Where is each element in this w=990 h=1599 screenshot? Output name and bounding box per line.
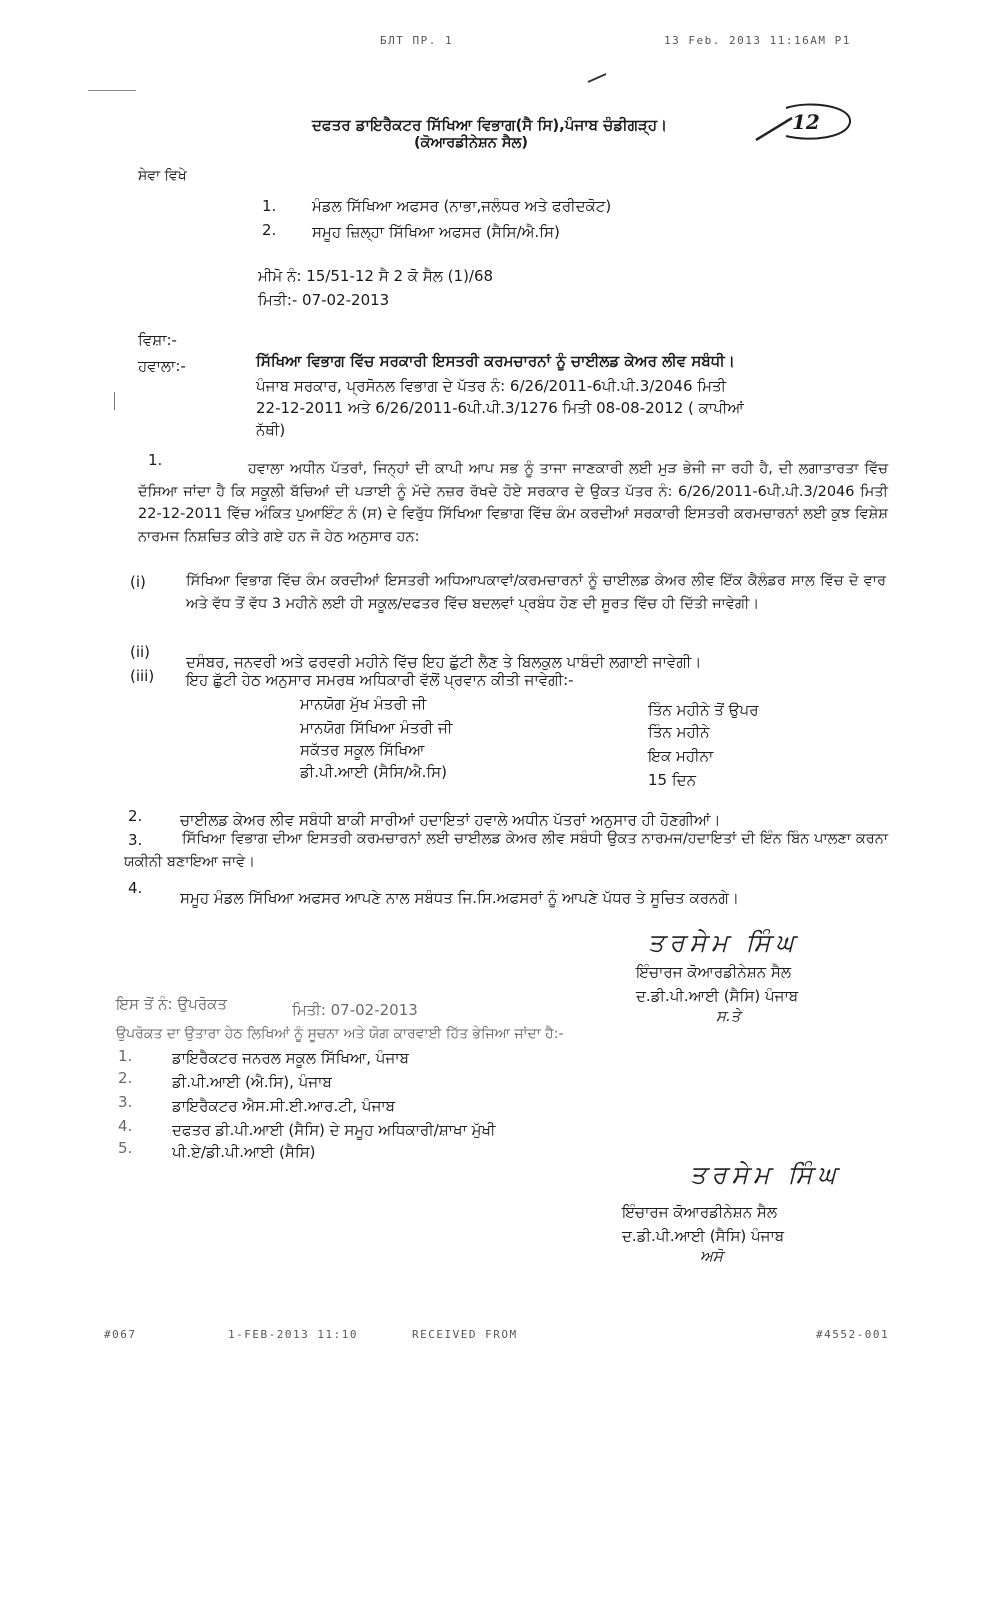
copy-2-number: 2. [118,1069,133,1087]
period-2: ਤਿੰਨ ਮਹੀਨੇ [648,723,710,741]
reference-line-1: ਪੰਜਾਬ ਸਰਕਾਰ, ਪ੍ਰਸੋਨਲ ਵਿਭਾਗ ਦੇ ਪੱਤਰ ਨੰ: 6/26/2011-6ਪੀ.ਪੀ.3/2046 ਮਿਤੀ [256,377,727,395]
para-1-number: 1. [148,451,163,469]
authority-2: ਮਾਨਯੋਗ ਸਿੱਖਿਆ ਮੰਤਰੀ ਜੀ [300,719,453,737]
copy-4: ਦਫਤਰ ਡੀ.ਪੀ.ਆਈ (ਸੈਸਿ) ਦੇ ਸਮੂਹ ਅਧਿਕਾਰੀ/ਸ਼ਾਖਾ ਮੁੱਖੀ [172,1121,496,1139]
recipients-label: ਸੇਵਾ ਵਿਖੇ [138,168,187,184]
para-2-text: ਚਾਈਲਡ ਕੇਅਰ ਲੀਵ ਸਬੰਧੀ ਬਾਕੀ ਸਾਰੀਆਂ ਹਦਾਇਤਾਂ ਹਵਾਲੇ ਅਧੀਨ ਪੱਤਰਾਂ ਅਨੁਸਾਰ ਹੀ ਹੋਣਗੀਆਂ। [180,811,721,829]
margin-mark [114,392,115,410]
recipient-1-number: 1. [262,197,277,215]
para-1-item-i-number: (i) [130,573,146,591]
para-4-number: 4. [128,879,143,897]
signature-1-initial: ਸ.ਤੇ [716,1007,741,1025]
para-1-item-iii: ਇਹ ਛੁੱਟੀ ਹੇਠ ਅਨੁਸਾਰ ਸਮਰਥ ਅਧਿਕਾਰੀ ਵੱਲੋਂ ਪ੍ਰਵਾਨ ਕੀਤੀ ਜਾਵੇਗੀ:- [186,671,574,689]
copy-3: ਡਾਇਰੈਕਟਰ ਐਸ.ਸੀ.ਈ.ਆਰ.ਟੀ, ਪੰਜਾਬ [172,1097,396,1115]
period-1: ਤਿੰਨ ਮਹੀਨੇ ਤੋਂ ਉਪਰ [648,701,759,719]
fax-footer-received: RECEIVED FROM [412,1328,518,1341]
reference-line-3: ਨੱਥੀ) [256,421,286,439]
copy-5-number: 5. [118,1139,133,1157]
reference-label: ਹਵਾਲਾ:- [138,357,186,375]
copy-5: ਪੀ.ਏ/ਡੀ.ਪੀ.ਆਈ (ਸੈਸਿ) [172,1143,316,1161]
ink-tick [586,72,610,84]
copy-1: ਡਾਇਰੈਕਟਰ ਜਨਰਲ ਸਕੂਲ ਸਿੱਖਿਆ, ਪੰਜਾਬ [172,1049,409,1067]
fax-footer-page-id: #4552-001 [816,1328,890,1341]
memo-number: ਮੀਮੋ ਨੰ: 15/51-12 ਸੈ 2 ਕੋ ਸੈਲ (1)/68 [258,267,494,285]
recipient-2-number: 2. [262,221,277,239]
recipient-2: ਸਮੂਹ ਜ਼ਿਲ੍ਹਾ ਸਿੱਖਿਆ ਅਫਸਰ (ਸੈਸਿ/ਐ.ਸਿ) [312,223,560,241]
subject-text: ਸਿੱਖਿਆ ਵਿਭਾਗ ਵਿੱਚ ਸਰਕਾਰੀ ਇਸਤਰੀ ਕਰਮਚਾਰਨਾਂ ਨੂੰ ਚਾਈਲਡ ਕੇਅਰ ਲੀਵ ਸਬੰਧੀ। [256,352,735,370]
authority-3: ਸਕੱਤਰ ਸਕੂਲ ਸਿੱਖਿਆ [300,741,425,759]
copy-1-number: 1. [118,1047,133,1065]
endorsement-number: ਇਸ ਤੋਂ ਨੰ: ਉਪਰੋਕਤ [116,995,228,1013]
fax-header-timestamp: 13 Feb. 2013 11:16AM P1 [664,34,851,47]
copy-4-number: 4. [118,1117,133,1135]
scan-mark [88,90,136,91]
para-1-item-iii-number: (iii) [130,667,155,685]
fax-footer-left: #067 [104,1328,137,1341]
signature-2-office: ਦ.ਡੀ.ਪੀ.ਆਈ (ਸੈਸਿ) ਪੰਜਾਬ [622,1227,785,1245]
para-3-number: 3. [128,831,143,849]
para-4-text: ਸਮੂਹ ਮੰਡਲ ਸਿੱਖਿਆ ਅਫਸਰ ਆਪਣੇ ਨਾਲ ਸਬੰਧਤ ਜਿ.ਸਿ.ਅਫਸਰਾਂ ਨੂੰ ਆਪਣੇ ਪੱਧਰ ਤੇ ਸੂਚਿਤ ਕਰਨਗੇ। [180,889,739,907]
authority-4: ਡੀ.ਪੀ.ਆਈ (ਸੈਸਿ/ਐ.ਸਿ) [300,763,448,781]
period-4: 15 ਦਿਨ [648,771,696,789]
copy-3-number: 3. [118,1093,133,1111]
page-number: 12 [792,110,820,134]
signature-1-scrawl: ਤਰਸੇਮ ਸਿੰਘ [648,928,799,957]
subject-label: ਵਿਸ਼ਾ:- [138,331,177,349]
para-1-item-i: ਸਿੱਖਿਆ ਵਿਭਾਗ ਵਿੱਚ ਕੰਮ ਕਰਦੀਆਂ ਇਸਤਰੀ ਅਧਿਆਪਕਾਵਾਂ/ਕਰਮਚਾਰਨਾਂ ਨੂੰ ਚਾਈਲਡ ਕੇਅਰ ਲੀਵ ਇੱਕ ਕੈਲੰਡਰ ਸਾਲ ਵਿੱਚ ਦੋ ਵਾਰ ਅਤੇ ਵੱਧ ਤੋਂ ਵੱਧ 3 ਮਹੀਨੇ ਲਈ ਹੀ ਸਕੂਲ/ਦਫਤਰ ਵਿੱਚ ਬਦਲਵਾਂ ਪ੍ਰਬੰਧ ਹੋਣ ਦੀ ਸੂਰਤ ਵਿੱਚ ਹੀ ਦਿੱਤੀ ਜਾਵੇਗੀ। [186,573,886,612]
para-1-text: ਹਵਾਲਾ ਅਧੀਨ ਪੱਤਰਾਂ, ਜਿਨ੍ਹਾਂ ਦੀ ਕਾਪੀ ਆਪ ਸਭ ਨੂੰ ਤਾਜਾ ਜਾਣਕਾਰੀ ਲਈ ਮੁੜ ਭੇਜੀ ਜਾ ਰਹੀ ਹੈ, ਦੀ ਲਗਾਤਾਰਤਾ ਵਿੱਚ ਦੱਸਿਆ ਜਾਂਦਾ ਹੈ ਕਿ ਸਕੂਲੀ ਬੱਚਿਆਂ ਦੀ ਪੜਾਈ ਨੂੰ ਮੱਦੇ ਨਜ਼ਰ ਰੱਖਦੇ ਹੋਏ ਸਰਕਾਰ ਦੇ ਉਕਤ ਪੱਤਰ ਨੰ: 6/26/2011-6ਪੀ.ਪੀ.3/2046 ਮਿਤੀ 22-12-2011 ਵਿੱਚ ਅੰਕਿਤ ਪੁਆਇੰਟ ਨੰ (ਸ) ਦੇ ਵਿਰੁੱਧ ਸਿੱਖਿਆ ਵਿਭਾਗ ਵਿੱਚ ਕੰਮ ਕਰਦੀਆਂ ਸਰਕਾਰੀ ਇਸਤਰੀ ਕਰਮਚਾਰਨਾਂ ਲਈ ਕੁਝ ਵਿਸ਼ੇਸ਼ ਨਾਰਮਜ ਨਿਸ਼ਚਿਤ ਕੀਤੇ ਗਏ ਹਨ ਜੋ ਹੇਠ ਅਨੁਸਾਰ ਹਨ: [138,461,888,545]
office-subtitle: (ਕੋਆਰਡੀਨੇਸ਼ਨ ਸੈਲ) [414,135,528,151]
office-title: ਦਫਤਰ ਡਾਇਰੈਕਟਰ ਸਿੱਖਿਆ ਵਿਭਾਗ(ਸੈ ਸਿ),ਪੰਜਾਬ ਚੰਡੀਗੜ੍ਹ। [312,116,668,134]
authority-1: ਮਾਨਯੋਗ ਮੁੱਖ ਮੰਤਰੀ ਜੀ [300,695,427,713]
signature-1-office: ਦ.ਡੀ.ਪੀ.ਆਈ (ਸੈਸਿ) ਪੰਜਾਬ [636,987,799,1005]
signature-1-designation: ਇੰਚਾਰਜ ਕੋਆਰਡੀਨੇਸ਼ਨ ਸੈਲ [636,963,792,981]
para-3-text: ਸਿੱਖਿਆ ਵਿਭਾਗ ਦੀਆ ਇਸਤਰੀ ਕਰਮਚਾਰਨਾਂ ਲਈ ਚਾਈਲਡ ਕੇਅਰ ਲੀਵ ਸਬੰਧੀ ਉਕਤ ਨਾਰਮਜ/ਹਦਾਇਤਾਂ ਦੀ ਇੰਨ ਬਿੰਨ ਪਾਲਣਾ ਕਰਨਾ ਯਕੀਨੀ ਬਣਾਇਆ ਜਾਵੇ। [124,831,888,870]
recipient-1: ਮੰਡਲ ਸਿੱਖਿਆ ਅਫਸਰ (ਨਾਭਾ,ਜਲੰਧਰ ਅਤੇ ਫਰੀਦਕੋਟ) [312,197,612,215]
para-2-number: 2. [128,807,143,825]
endorsement-date: ਮਿਤੀ: 07-02-2013 [292,1001,418,1019]
signature-2-designation: ਇੰਚਾਰਜ ਕੋਆਰਡੀਨੇਸ਼ਨ ਸੈਲ [622,1203,778,1221]
signature-2-initial: ਅਸੋ [700,1247,723,1265]
period-3: ਇਕ ਮਹੀਨਾ [648,747,714,765]
para-1-item-ii: ਦਸੰਬਰ, ਜਨਵਰੀ ਅਤੇ ਫਰਵਰੀ ਮਹੀਨੇ ਵਿੱਚ ਇਹ ਛੁੱਟੀ ਲੈਣ ਤੇ ਬਿਲਕੁਲ ਪਾਬੰਦੀ ਲਗਾਈ ਜਾਵੇਗੀ। [186,653,702,671]
signature-2-scrawl: ਤਰਸੇਮ ਸਿੰਘ [690,1160,841,1189]
fax-header-left: БЛТ ПР. 1 [380,34,454,47]
reference-line-2: 22-12-2011 ਅਤੇ 6/26/2011-6ਪੀ.ਪੀ.3/1276 ਮਿਤੀ 08-08-2012 ( ਕਾਪੀਆਂ [256,399,744,417]
fax-footer-timestamp: 1-FEB-2013 11:10 [228,1328,358,1341]
memo-date: ਮਿਤੀ:- 07-02-2013 [258,291,390,309]
copy-2: ਡੀ.ਪੀ.ਆਈ (ਐ.ਸਿ), ਪੰਜਾਬ [172,1073,332,1091]
endorsement-intro: ਉਪਰੋਕਤ ਦਾ ਉਤਾਰਾ ਹੇਠ ਲਿਖਿਆਂ ਨੂੰ ਸੂਚਨਾ ਅਤੇ ਯੋਗ ਕਾਰਵਾਈ ਹਿੱਤ ਭੇਜਿਆ ਜਾਂਦਾ ਹੈ:- [116,1026,564,1042]
para-1-item-ii-number: (ii) [130,643,151,661]
